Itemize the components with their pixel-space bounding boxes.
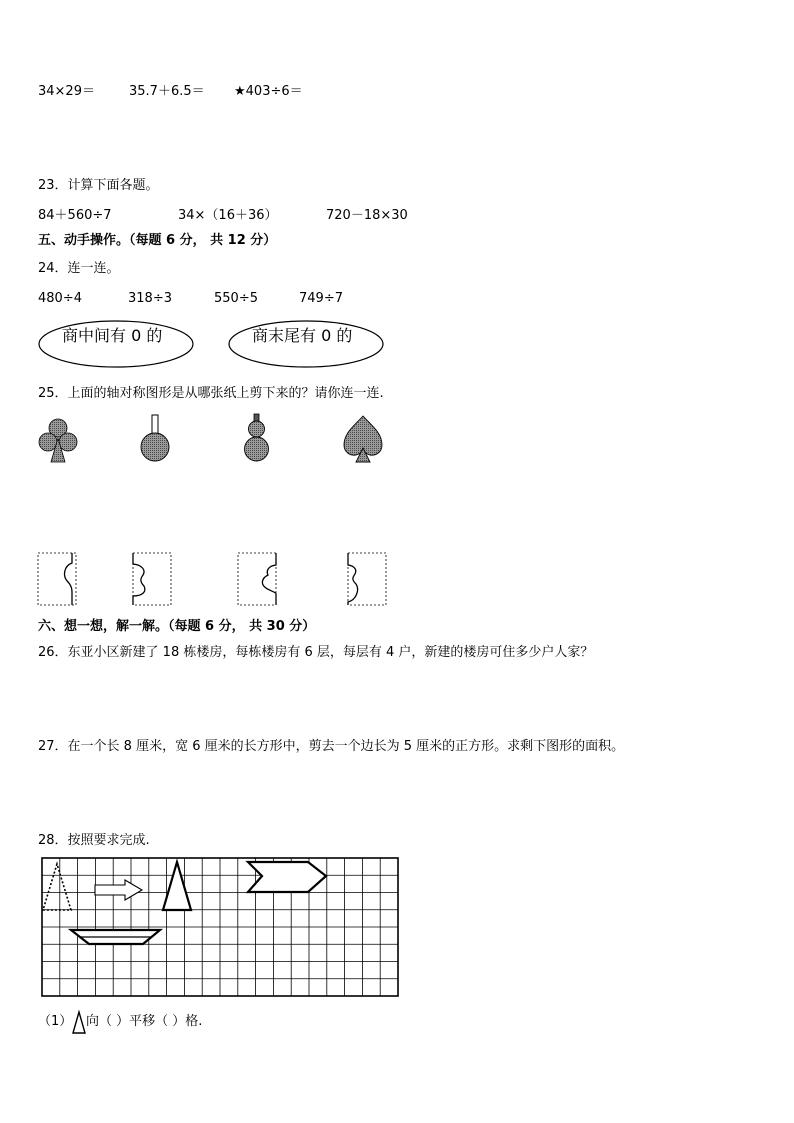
section-6-heading: 六、想一想，解一解。（每题 6 分， 共 30 分） bbox=[38, 619, 316, 634]
q27-text: 27．在一个长 8 厘米，宽 6 厘米的长方形中，剪去一个边长为 5 厘米的正方形。求剩下图形的面积。 bbox=[38, 739, 625, 754]
q24-expr-749-div-7: 749÷7 bbox=[299, 291, 343, 306]
q24-expr-550-div-5: 550÷5 bbox=[214, 291, 258, 306]
oval-label-middle-zero: 商中间有 0 的 bbox=[62, 326, 163, 345]
q28-title: 28．按照要求完成. bbox=[38, 833, 150, 848]
solid-triangle bbox=[163, 862, 191, 910]
q25-title: 25．上面的轴对称图形是从哪张纸上剪下来的？请你连一连. bbox=[38, 386, 384, 401]
q26-text: 26．东亚小区新建了 18 栋楼房，每栋楼房有 6 层，每层有 4 户，新建的楼房可住多少户人家？ bbox=[38, 645, 594, 660]
q24-title: 24．连一连。 bbox=[38, 261, 120, 276]
q28-sub1-text: 向（ ）平移（ ）格. bbox=[86, 1014, 203, 1029]
q23-title: 23．计算下面各题。 bbox=[38, 178, 159, 193]
calc-403-div-6: ★403÷6＝ bbox=[234, 84, 303, 99]
q28-sub1-prefix: （1） bbox=[38, 1014, 73, 1029]
calc-34x29: 34×29＝ bbox=[38, 84, 95, 99]
oval-label-end-zero: 商末尾有 0 的 bbox=[252, 326, 353, 345]
q23-expr-1: 84＋560÷7 bbox=[38, 208, 112, 223]
calc-35-7-plus-6-5: 35.7＋6.5＝ bbox=[129, 84, 205, 99]
arrow-pentagon-shape bbox=[248, 862, 326, 892]
q23-expr-2: 34×（16＋36） bbox=[178, 208, 278, 223]
translation-arrow bbox=[95, 880, 142, 900]
grid-lines bbox=[42, 858, 398, 996]
small-triangle-icon bbox=[72, 1011, 86, 1035]
q23-expr-3: 720－18×30 bbox=[326, 208, 408, 223]
dotted-triangle bbox=[43, 864, 71, 910]
q24-expr-480-div-4: 480÷4 bbox=[38, 291, 82, 306]
q24-expr-318-div-3: 318÷3 bbox=[128, 291, 172, 306]
section-5-heading: 五、动手操作。（每题 6 分， 共 12 分） bbox=[38, 233, 277, 248]
